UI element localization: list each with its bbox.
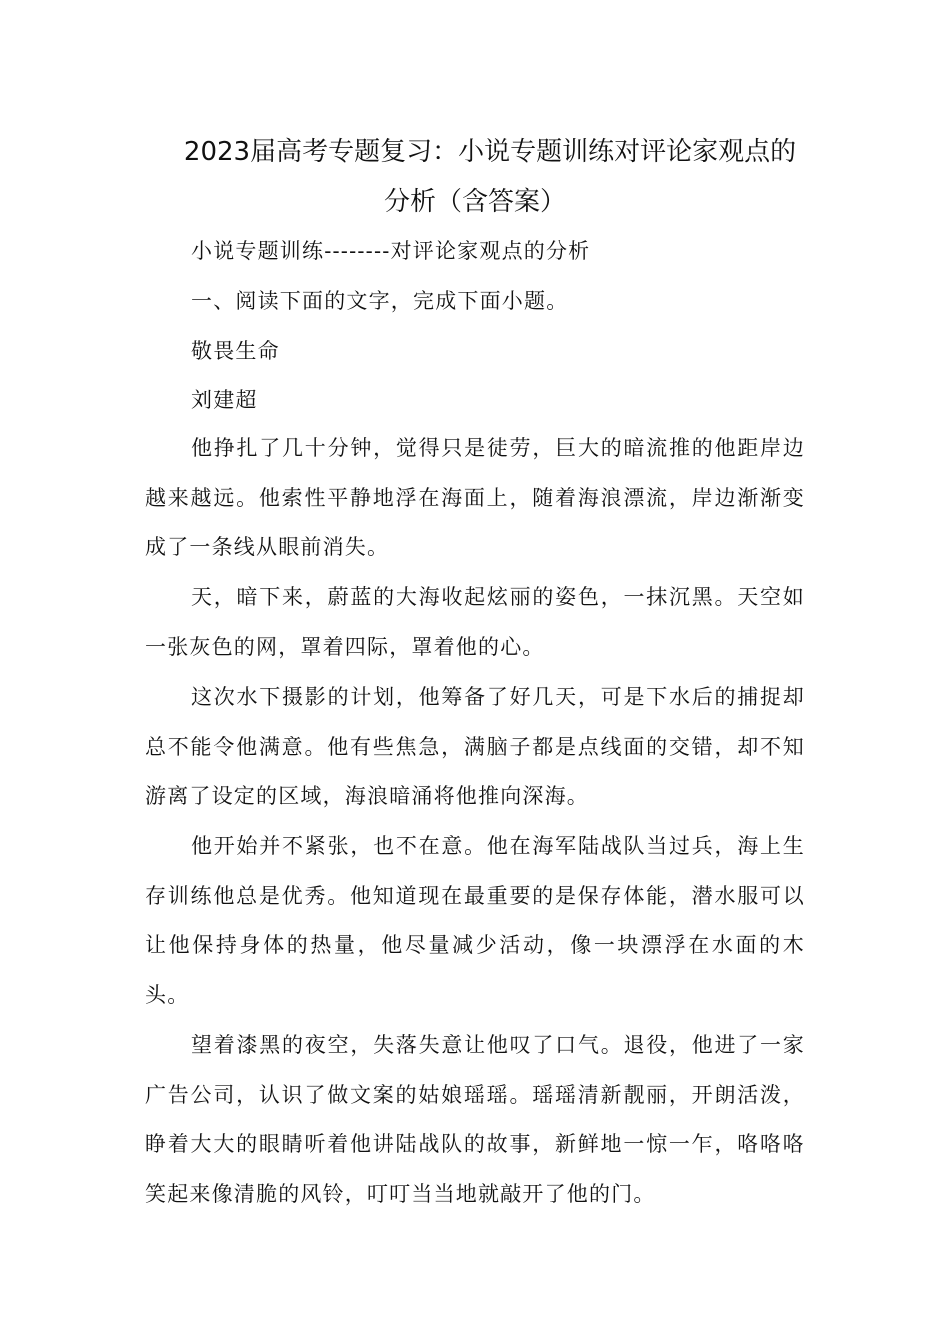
story-title: 敬畏生命 xyxy=(191,339,280,363)
document-title-line-1: 2023届高考专题复习：小说专题训练对评论家观点的 xyxy=(183,137,797,167)
author: 刘建超 xyxy=(191,388,258,412)
subtitle: 小说专题训练--------对评论家观点的分析 xyxy=(191,239,591,263)
paragraph-5: 望着漆黑的夜空，失落失意让他叹了口气。退役，他进了一家广告公司，认识了做文案的姑娘瑶瑶。瑶瑶清新靓丽，开朗活泼，睁着大大的眼睛听着他讲陆战队的故事，新鲜地一惊一乍，咯咯咯笑起来像清脆的风铃，叮叮当当地就敲开了他的门。 xyxy=(145,1033,805,1206)
section-heading: 一、阅读下面的文字，完成下面小题。 xyxy=(191,289,569,313)
paragraph-3: 这次水下摄影的计划，他筹备了好几天，可是下水后的捕捉却总不能令他满意。他有些焦急，满脑子都是点线面的交错，却不知游离了设定的区域，海浪暗涌将他推向深海。 xyxy=(145,685,805,808)
document-title-line-2: 分析（含答案） xyxy=(383,187,566,217)
paragraph-1: 他挣扎了几十分钟，觉得只是徒劳，巨大的暗流推的他距岸边越来越远。他索性平静地浮在海面上，随着海浪漂流，岸边渐渐变成了一条线从眼前消失。 xyxy=(145,436,805,559)
paragraph-4: 他开始并不紧张，也不在意。他在海军陆战队当过兵，海上生存训练他总是优秀。他知道现在最重要的是保存体能，潜水服可以让他保持身体的热量，他尽量减少活动，像一块漂浮在水面的木头。 xyxy=(145,834,805,1007)
paragraph-2: 天，暗下来，蔚蓝的大海收起炫丽的姿色，一抹沉黑。天空如一张灰色的网，罩着四际，罩着他的心。 xyxy=(145,585,805,659)
